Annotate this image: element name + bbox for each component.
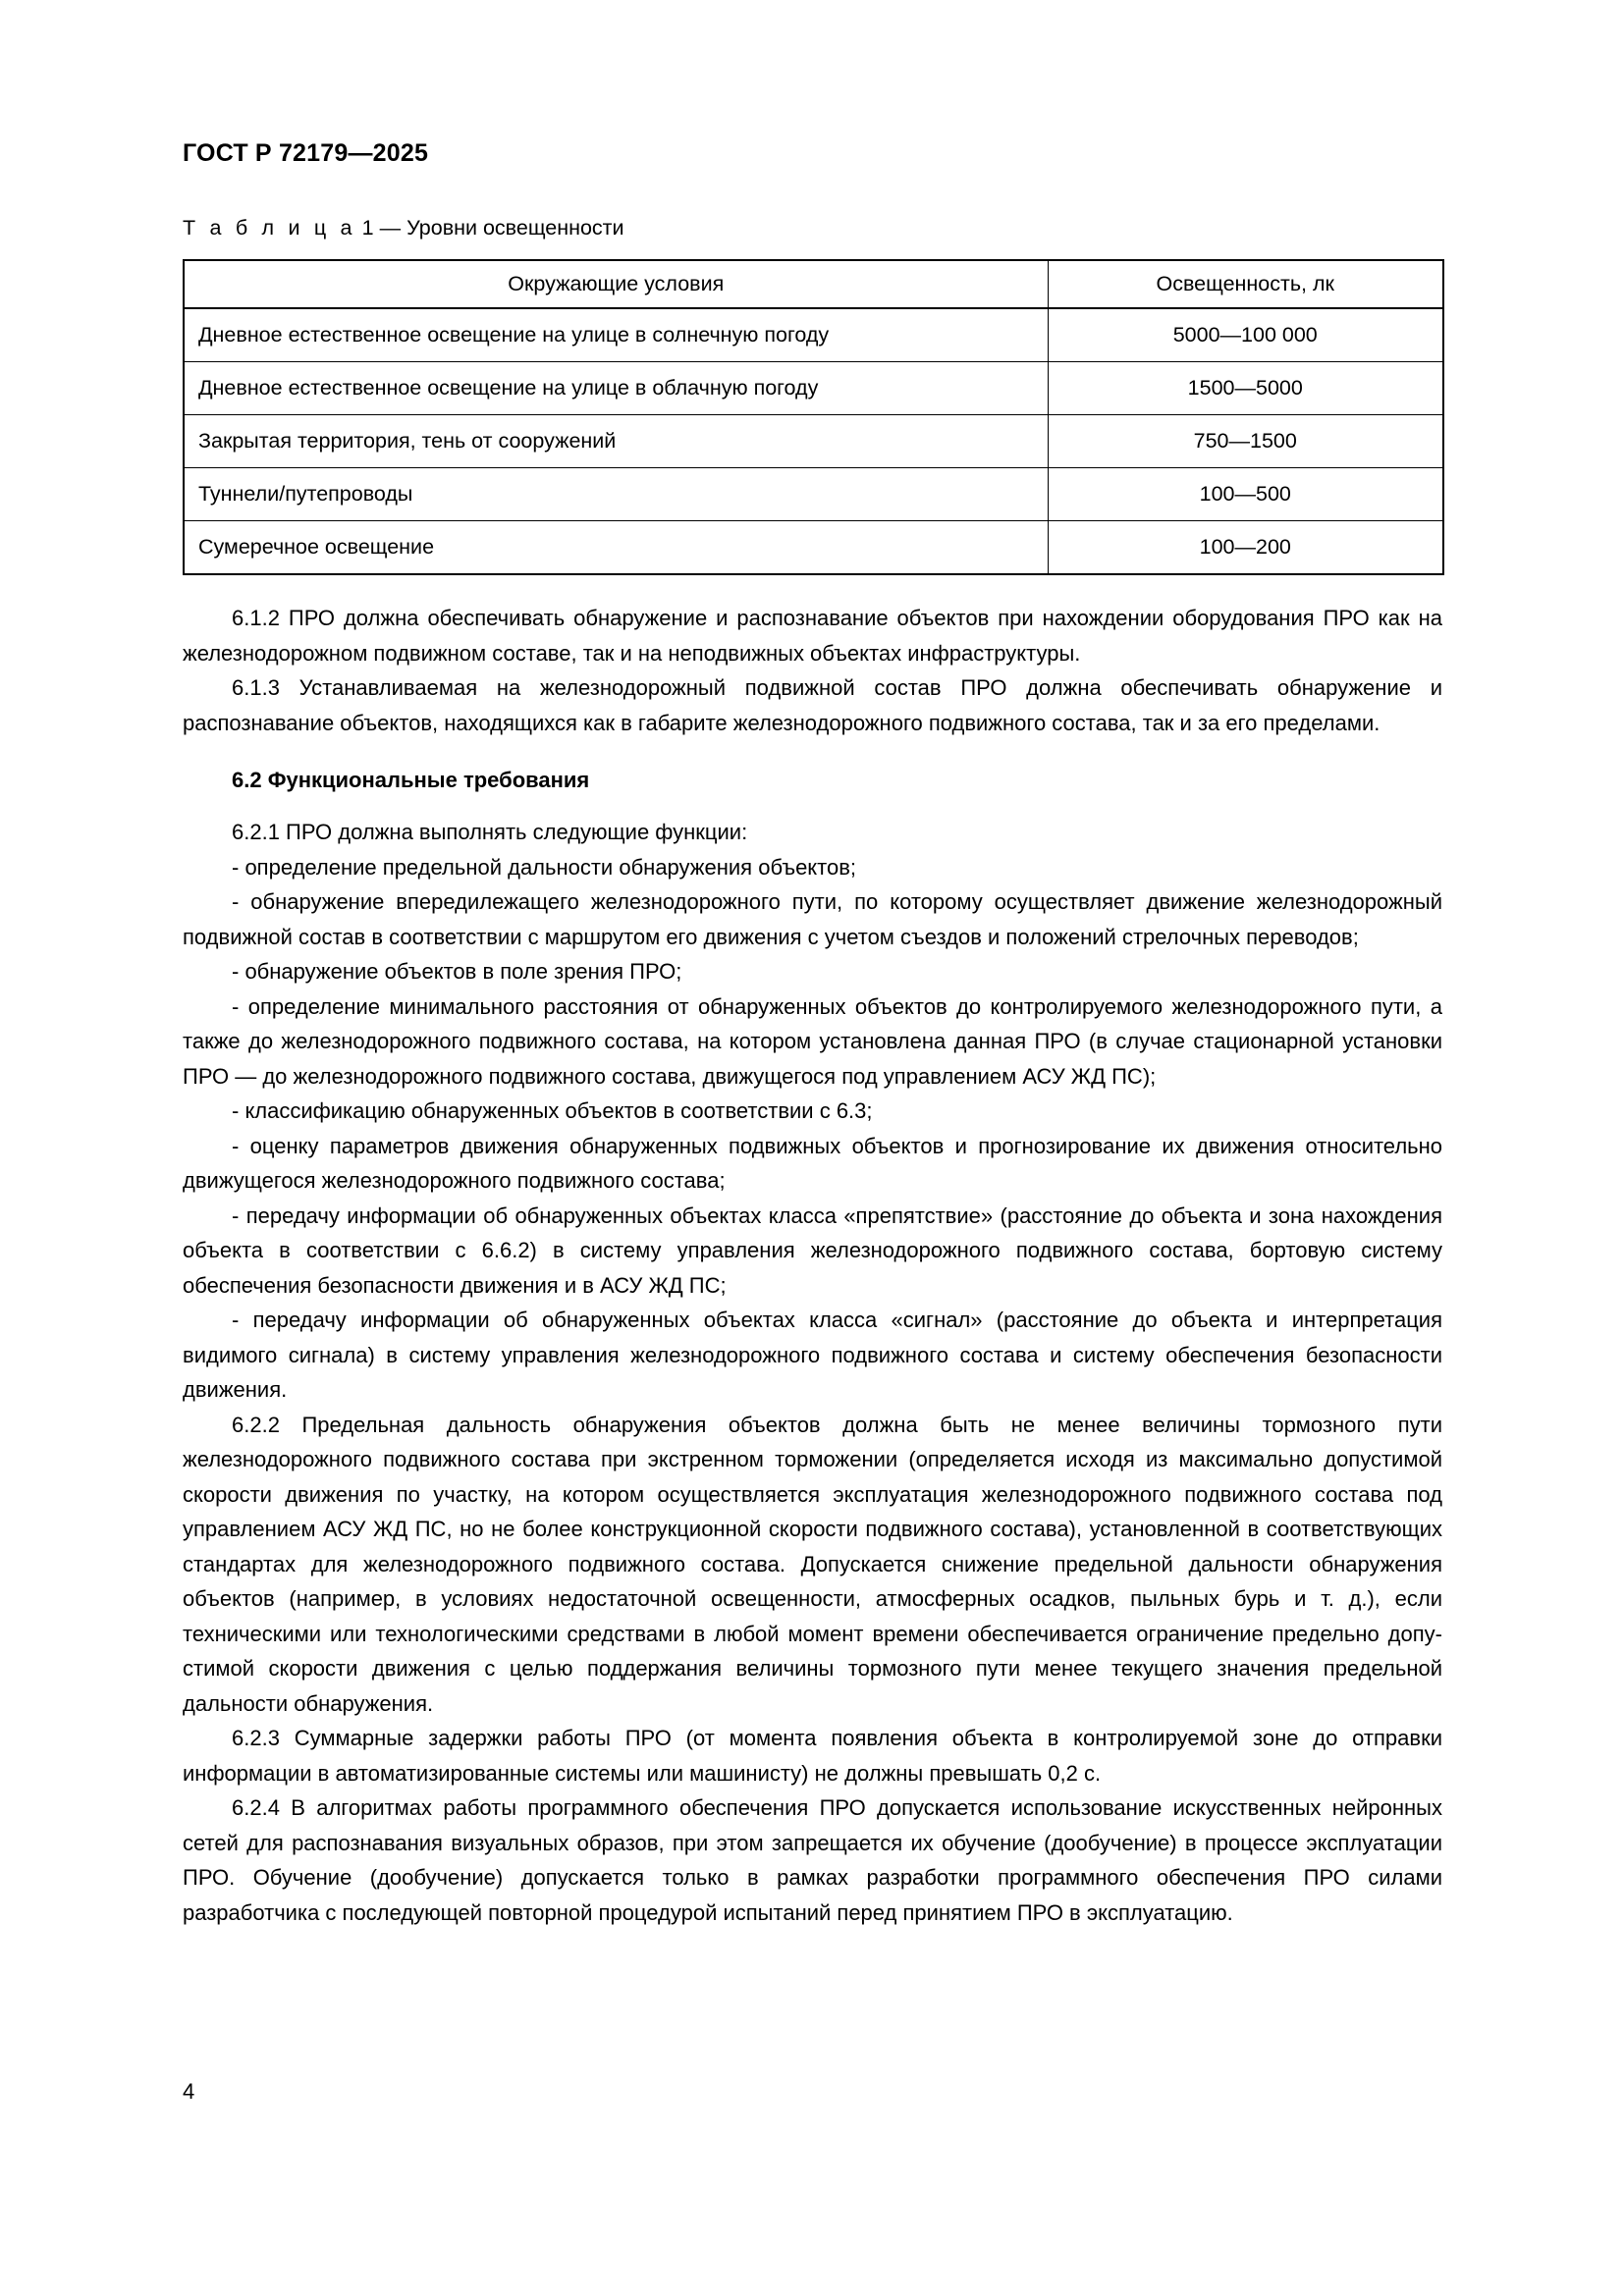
table-cell-illuminance: 100—500 (1048, 468, 1443, 521)
body-text (183, 601, 1442, 1930)
clause-6-2-1: 6.2.1 ПРО должна выполнять следующие функции: (232, 820, 748, 845)
table-row (184, 308, 1443, 362)
clause-6-1-3: 6.1.3 Устанавливаемая на железнодорожный подвижной состав ПРО должна обеспечивать обнаружение и распознавание объектов, находящихся как в габарите железнодорожного подвижного состава, так и за его пределами. (183, 675, 1442, 735)
table-caption-dash: — (379, 216, 402, 240)
clause-6-2-4: 6.2.4 В алгоритмах работы программного обеспечения ПРО допускается использование искусственных нейронных сетей для распознавания визуальных образов, при этом запрещается их обучение (дообучение) в процессе эксплуатации ПРО. Обучение (дообучение) допускается только в рамках разработки программного обеспечения ПРО силами разработчика с последующей повторной процедурой испытаний перед принятием ПРО в эксплуатацию. (183, 1795, 1442, 1925)
table-caption-title: Уровни освещенности (406, 216, 624, 240)
table-cell-illuminance: 100—200 (1048, 521, 1443, 575)
table-header (184, 260, 1443, 308)
illuminance-levels-table (183, 259, 1444, 575)
table-caption-prefix: Т а б л и ц а (183, 216, 356, 240)
table-header-row (184, 260, 1443, 308)
table-cell-condition: Закрытая территория, тень от сооружений (184, 415, 1048, 468)
table-cell-condition: Дневное естественное освещение на улице в облачную погоду (184, 362, 1048, 415)
list-item: - обнаружение объектов в поле зрения ПРО; (232, 959, 682, 985)
document-header-standard-number: ГОСТ Р 72179—2025 (183, 139, 429, 167)
list-item: - определение предельной дальности обнаружения объектов; (232, 854, 857, 880)
table-column-header-illuminance: Освещенность, лк (1048, 260, 1443, 308)
list-item: - передачу информации об обнаруженных объектах класса «препятствие» (расстояние до объекта и зона нахождения объекта в соответствии с 6.6.2) в систему управления железнодорожного подвижного состава, бортовую систему обеспечения безопасности движения и в АСУ ЖД ПС; (183, 1202, 1442, 1298)
clause-6-1-2: 6.1.2 ПРО должна обеспечивать обнаружение и распознавание объектов при нахождении оборудования ПРО как на железнодорожном подвижном составе, так и на неподвижных объектах инфраструктуры. (183, 606, 1442, 666)
list-item: - классификацию обнаруженных объектов в соответствии с 6.3; (232, 1098, 873, 1124)
table-row (184, 468, 1443, 521)
table-column-header-conditions: Окружающие условия (184, 260, 1048, 308)
table-row (184, 415, 1443, 468)
list-item: - передачу информации об обнаруженных объектах класса «сигнал» (расстояние до объекта и интерпретация видимого сигнала) в систему управления железнодорожного подвижного состава и систему обеспечения безопасности движения. (183, 1308, 1442, 1403)
page-number: 4 (183, 2079, 195, 2104)
list-item: - обнаружение впередилежащего железнодорожного пути, по которому осуществляет движение железнодорожный подвижной состав в соответствии с маршрутом его движения с учетом съездов и положений стрелочных переводов; (183, 889, 1442, 949)
table-row (184, 521, 1443, 575)
clause-6-2-3: 6.2.3 Суммарные задержки работы ПРО (от момента появления объекта в контролируемой зоне до отправки информации в автоматизированные системы или машинисту) не должны превышать 0,2 с. (183, 1726, 1442, 1786)
table-cell-condition: Дневное естественное освещение на улице в солнечную погоду (184, 308, 1048, 362)
list-item: - определение минимального расстояния от обнаруженных объектов до контролируемого железнодорожного пути, а также до железнодорожного подвижного состава, на котором установлена данная ПРО (в случае стационарной установки ПРО — до железнодорожного подвижного состава, движущегося под управлением АСУ ЖД ПС); (183, 993, 1442, 1089)
table-cell-illuminance: 5000—100 000 (1048, 308, 1443, 362)
table-cell-illuminance: 750—1500 (1048, 415, 1443, 468)
table-caption (183, 214, 1442, 242)
table-caption-number: 1 (361, 216, 374, 240)
table-cell-condition: Сумеречное освещение (184, 521, 1048, 575)
section-heading-6-2: 6.2 Функциональные требования (232, 768, 590, 793)
table-row (184, 362, 1443, 415)
page-content (183, 214, 1442, 1930)
list-item: - оценку параметров движения обнаруженных подвижных объектов и прогнозирование их движения относительно движущегося железнодорожного подвижного состава; (183, 1133, 1442, 1194)
clause-6-2-2: 6.2.2 Предельная дальность обнаружения объектов должна быть не менее величины тормозного пути железнодорожного подвижного состава при экстренном торможении (определяется исходя из максимально допустимой скорости движения по участку, на котором осуществляется эксплуатация железнодорожного подвижного состава под управлением АСУ ЖД ПС, но не более конструкционной скорости подвижного состава), установленной в соответствующих стандартах для железнодорожного подвижного состава. Допускается снижение предельной дальности обнаружения объектов (например, в условиях недостаточной освещенности, атмосферных осадков, пыльных бурь и т. д.), если техническими или технологическими средствами в любой момент времени обеспечивается ограничение предельно допустимой скорости движения с целью поддержания величины тормозного пути менее текущего значения предельной дальности обнаружения. (183, 1412, 1442, 1716)
table-cell-illuminance: 1500—5000 (1048, 362, 1443, 415)
table-cell-condition: Туннели/путепроводы (184, 468, 1048, 521)
table-body (184, 308, 1443, 574)
